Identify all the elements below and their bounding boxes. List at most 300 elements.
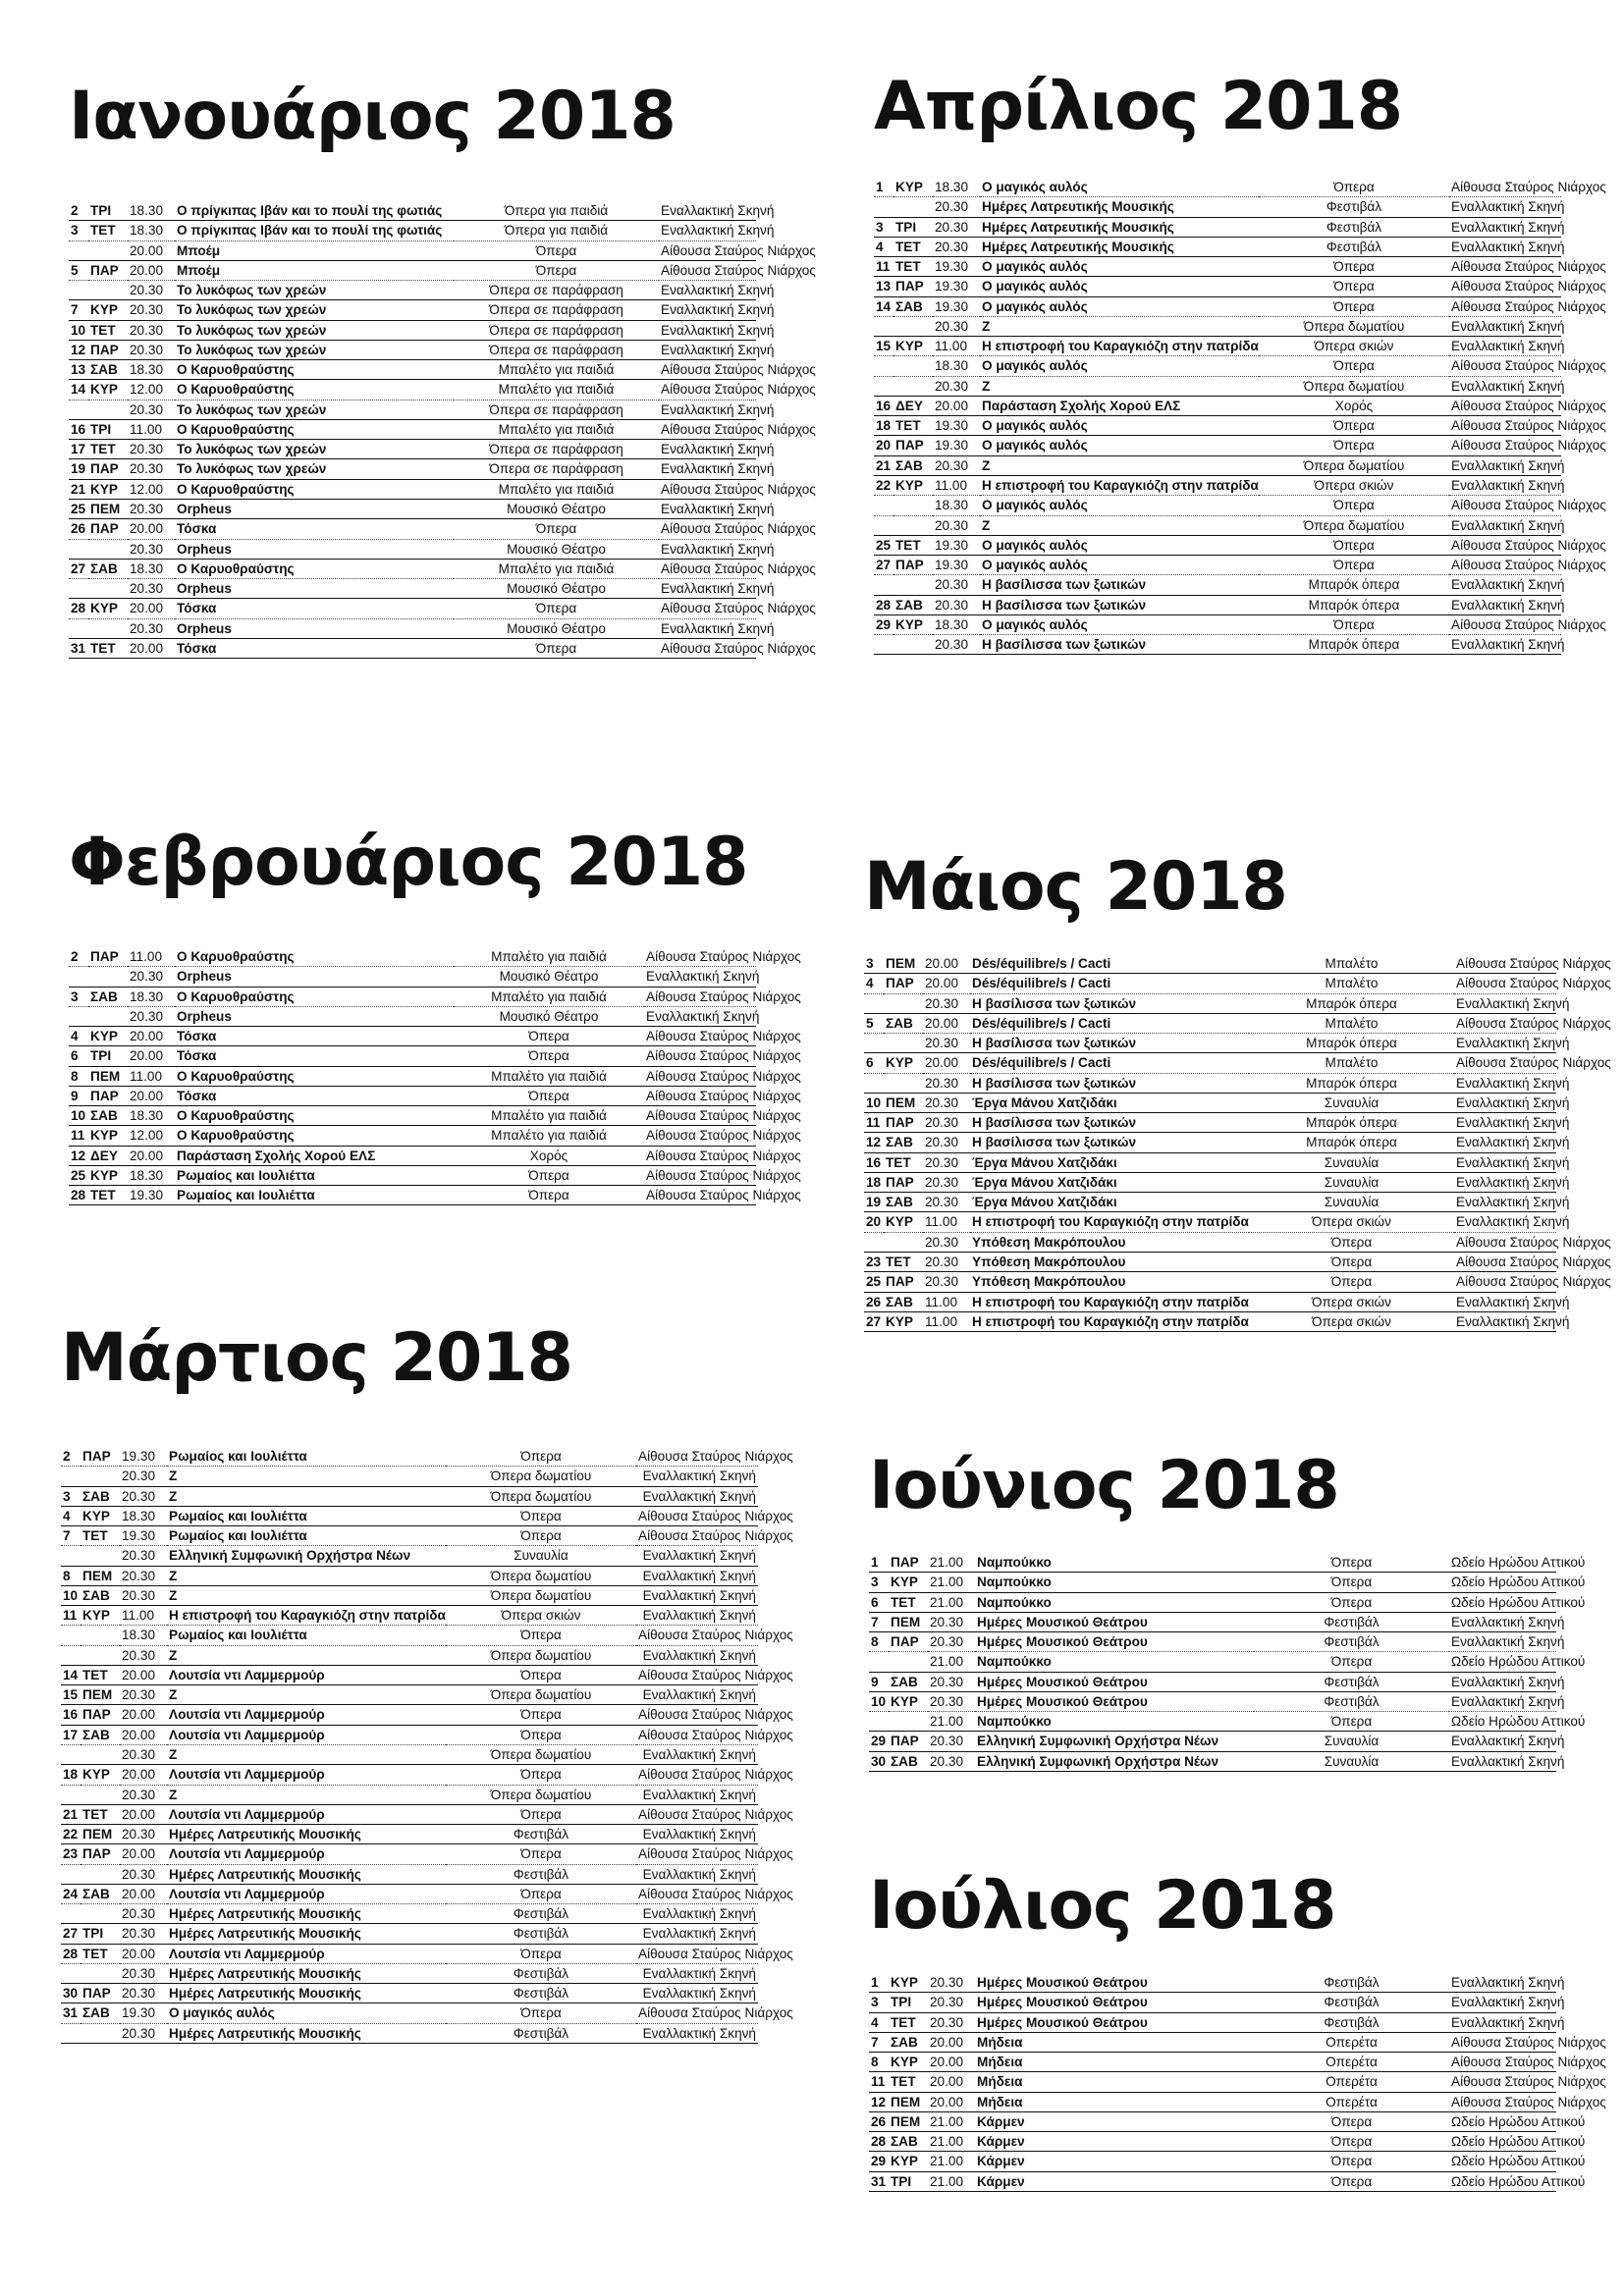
show-time: 19.30	[122, 2005, 156, 2021]
event-venue: Ωδείο Ηρώδου Αττικού	[1451, 1654, 1586, 1670]
day-number: 12	[71, 342, 86, 357]
day-number: 16	[866, 1154, 882, 1170]
show-time: 20.30	[130, 442, 164, 457]
schedule-row	[874, 416, 1561, 436]
schedule-row	[69, 1046, 756, 1066]
schedule-row	[869, 2132, 1556, 2152]
schedule-table	[69, 947, 801, 1205]
schedule-row	[864, 954, 1556, 974]
schedule-row	[874, 337, 1561, 356]
weekday: ΠΕΜ	[82, 1568, 113, 1583]
schedule-row	[864, 1292, 1556, 1311]
event-category: Φεστιβάλ	[1324, 1693, 1380, 1709]
event-title: Έργα Μάνου Χατζιδάκι	[972, 1174, 1117, 1190]
show-time: 20.30	[130, 401, 164, 417]
show-time: 20.30	[935, 637, 969, 653]
show-time: 20.30	[122, 1548, 156, 1564]
show-time: 20.30	[122, 1488, 156, 1504]
day-number	[864, 1034, 884, 1053]
schedule-row	[61, 1486, 758, 1506]
event-title: Ο Καρυοθραύστης	[177, 1108, 295, 1124]
schedule-row	[69, 1165, 756, 1185]
event-title: Orpheus	[177, 501, 232, 516]
month-block-apr	[874, 68, 1606, 653]
weekday: ΠΑΡ	[891, 1634, 919, 1650]
schedule-row	[864, 1311, 1556, 1331]
weekday	[893, 515, 933, 535]
weekday: ΠΑΡ	[886, 1115, 914, 1131]
event-title: Ο μαγικός αυλός	[169, 2005, 275, 2021]
event-title: Ο Καρυοθραύστης	[177, 421, 295, 437]
event-venue: Αίθουσα Σταύρος Νιάρχος	[638, 1449, 793, 1464]
day-number	[874, 515, 893, 535]
weekday: ΤΕΤ	[891, 2074, 916, 2090]
day-number: 3	[876, 219, 884, 235]
weekday	[893, 635, 933, 655]
day-number: 6	[866, 1055, 874, 1071]
weekday: ΣΑΒ	[82, 1587, 110, 1603]
event-venue: Αίθουσα Σταύρος Νιάρχος	[661, 601, 816, 616]
weekday: ΤΕΤ	[891, 2014, 916, 2030]
show-time: 20.30	[935, 239, 969, 254]
event-title: Τόσκα	[177, 1048, 217, 1064]
weekday: ΠΑΡ	[891, 1734, 919, 1749]
show-time: 18.30	[122, 1628, 156, 1643]
event-venue: Εναλλακτική Σκηνή	[1456, 995, 1570, 1011]
schedule-row	[69, 459, 756, 479]
show-time: 19.30	[122, 1449, 156, 1464]
day-number: 12	[871, 2094, 887, 2109]
day-number: 6	[871, 1594, 879, 1610]
show-time: 20.30	[930, 1693, 964, 1709]
event-title: Τόσκα	[177, 640, 217, 656]
weekday: ΤΡΙ	[90, 421, 112, 437]
event-category: Όπερα	[1330, 1555, 1373, 1570]
day-number: 17	[71, 442, 86, 457]
schedule-row	[869, 2111, 1556, 2131]
day-number: 20	[866, 1214, 882, 1230]
show-time: 20.30	[930, 2014, 964, 2030]
event-category: Μουσικό Θέατρο	[499, 1008, 599, 1024]
schedule-row	[61, 1744, 758, 1764]
show-time: 20.00	[930, 2094, 964, 2109]
weekday: ΠΑΡ	[82, 1707, 111, 1723]
day-number: 25	[71, 501, 86, 516]
weekday: ΤΕΤ	[90, 322, 116, 338]
schedule-row	[69, 1006, 756, 1026]
event-title: Orpheus	[177, 581, 232, 597]
show-time: 19.30	[130, 1188, 164, 1203]
weekday	[88, 1006, 128, 1026]
schedule-row	[69, 1027, 756, 1046]
schedule-row	[874, 356, 1561, 376]
day-number: 3	[71, 223, 79, 239]
weekday: ΠΑΡ	[891, 1555, 919, 1570]
weekday: ΚΥΡ	[90, 1029, 118, 1044]
schedule-row	[61, 2023, 758, 2043]
event-title: Ζ	[982, 378, 991, 394]
show-time: 20.30	[130, 322, 164, 338]
event-venue: Εναλλακτική Σκηνή	[1451, 477, 1565, 493]
event-category: Φεστιβάλ	[1324, 1995, 1380, 2010]
event-category: Όπερα	[520, 1846, 562, 1862]
event-category: Όπερα δωματίου	[490, 1787, 592, 1802]
day-number: 12	[866, 1135, 882, 1150]
show-time: 11.00	[925, 1313, 958, 1329]
schedule-row	[61, 1665, 758, 1684]
event-title: Ο μαγικός αυλός	[982, 358, 1088, 374]
weekday: ΚΥΡ	[895, 339, 923, 354]
schedule-row	[61, 1904, 758, 1924]
event-title: Κάρμεν	[977, 2173, 1025, 2189]
day-number	[69, 579, 88, 599]
weekday: ΣΑΒ	[895, 298, 923, 314]
event-venue: Εναλλακτική Σκηνή	[646, 1008, 760, 1024]
event-venue: Ωδείο Ηρώδου Αττικού	[1451, 1594, 1586, 1610]
event-title: Κάρμεν	[977, 2154, 1025, 2169]
event-title: Ο μαγικός αυλός	[982, 498, 1088, 513]
schedule-row	[864, 1013, 1556, 1033]
weekday: ΚΥΡ	[895, 180, 923, 194]
weekday	[893, 575, 933, 595]
event-category: Όπερα	[1330, 1594, 1373, 1610]
event-venue: Αίθουσα Σταύρος Νιάρχος	[1456, 1055, 1611, 1071]
event-title: Ζ	[169, 1647, 178, 1663]
event-category: Μουσικό Θέατρο	[507, 541, 606, 557]
show-time: 20.30	[130, 283, 164, 298]
weekday: ΣΑΒ	[90, 1108, 118, 1124]
event-title: Ημέρες Μουσικού Θεάτρου	[977, 1634, 1148, 1650]
day-number: 2	[63, 1449, 71, 1464]
weekday: ΣΑΒ	[886, 1294, 913, 1309]
event-category: Όπερα δωματίου	[1303, 318, 1405, 334]
schedule-row	[864, 1212, 1556, 1232]
show-time: 20.00	[925, 956, 959, 971]
event-title: Ο μαγικός αυλός	[982, 259, 1088, 275]
event-category: Όπερα για παιδιά	[504, 223, 609, 239]
event-venue: Εναλλακτική Σκηνή	[661, 283, 775, 298]
show-time: 20.30	[925, 995, 959, 1011]
event-venue: Αίθουσα Σταύρος Νιάρχος	[638, 2005, 793, 2021]
event-venue: Εναλλακτική Σκηνή	[642, 1827, 756, 1842]
show-time: 20.30	[122, 1587, 156, 1603]
show-time: 20.00	[122, 1846, 156, 1862]
show-time: 20.30	[935, 219, 969, 235]
event-category: Όπερα σκιών	[1314, 339, 1394, 354]
event-venue: Αίθουσα Σταύρος Νιάρχος	[638, 1528, 793, 1544]
event-category: Μπαλέτο για παιδιά	[498, 421, 615, 437]
day-number	[874, 635, 893, 655]
schedule-row	[61, 1526, 758, 1546]
show-time: 18.30	[935, 498, 969, 513]
weekday	[884, 993, 923, 1013]
day-number	[61, 2023, 81, 2043]
event-venue: Αίθουσα Σταύρος Νιάρχος	[1451, 259, 1606, 275]
weekday: ΤΕΤ	[82, 1528, 108, 1544]
show-time: 20.00	[930, 2034, 964, 2050]
schedule-row	[61, 1566, 758, 1585]
show-time: 19.30	[935, 298, 969, 314]
day-number: 3	[871, 1575, 879, 1590]
event-venue: Εναλλακτική Σκηνή	[642, 1687, 756, 1703]
day-number: 15	[876, 339, 892, 354]
event-title: Το λυκόφως των χρεών	[177, 401, 327, 417]
day-number	[874, 197, 893, 217]
show-time: 18.30	[130, 561, 164, 576]
day-number	[61, 1904, 81, 1924]
show-time: 19.30	[935, 418, 969, 434]
event-venue: Ωδείο Ηρώδου Αττικού	[1451, 1714, 1586, 1730]
event-venue: Αίθουσα Σταύρος Νιάρχος	[661, 262, 816, 278]
schedule-row	[874, 496, 1561, 515]
event-title: Υπόθεση Μακρόπουλου	[972, 1274, 1126, 1290]
schedule-row	[69, 440, 756, 459]
weekday: ΠΑΡ	[90, 342, 119, 357]
event-title: Ναμπούκκο	[977, 1555, 1052, 1570]
day-number: 16	[876, 398, 892, 413]
show-time: 20.30	[925, 1234, 959, 1250]
schedule-row	[869, 1592, 1556, 1612]
event-category: Φεστιβάλ	[1324, 1674, 1380, 1689]
day-number: 11	[866, 1115, 881, 1131]
show-time: 18.30	[122, 1508, 156, 1523]
show-time: 12.00	[130, 1128, 164, 1144]
weekday: ΚΥΡ	[891, 2055, 918, 2070]
event-title: Μποέμ	[177, 242, 221, 258]
day-number: 20	[876, 438, 892, 454]
schedule-table	[61, 1447, 793, 2044]
weekday: ΚΥΡ	[90, 382, 118, 398]
day-number	[61, 1626, 81, 1645]
show-time: 21.00	[930, 1575, 964, 1590]
show-time: 18.30	[130, 203, 164, 218]
event-category: Μπαρόκ όπερα	[1308, 637, 1400, 653]
schedule-row	[69, 260, 756, 280]
weekday	[893, 197, 933, 217]
day-number: 16	[71, 421, 86, 437]
show-time: 20.30	[130, 461, 164, 477]
show-time: 12.00	[130, 481, 164, 497]
event-category: Μπαλέτο	[1325, 1055, 1379, 1071]
event-venue: Εναλλακτική Σκηνή	[1456, 1115, 1570, 1131]
weekday: ΣΑΒ	[895, 597, 923, 613]
event-venue: Ωδείο Ηρώδου Αττικού	[1451, 1555, 1586, 1570]
schedule-row	[61, 1785, 758, 1804]
event-title: Η επιστροφή του Καραγκιόζη στην πατρίδα	[972, 1294, 1249, 1309]
schedule-row	[61, 1506, 758, 1525]
day-number: 31	[63, 2005, 79, 2021]
schedule-row	[874, 178, 1561, 197]
event-category: Όπερα δωματίου	[490, 1587, 592, 1603]
event-title: Ημέρες Λατρευτικής Μουσικής	[169, 1866, 361, 1882]
event-venue: Εναλλακτική Σκηνή	[646, 969, 760, 985]
event-category: Οπερέτα	[1326, 2074, 1378, 2090]
schedule-row	[869, 1732, 1556, 1751]
weekday: ΠΑΡ	[90, 262, 119, 278]
show-time: 21.00	[930, 1654, 964, 1670]
event-venue: Εναλλακτική Σκηνή	[642, 1906, 756, 1922]
event-venue: Αίθουσα Σταύρος Νιάρχος	[638, 1767, 793, 1783]
event-title: Το λυκόφως των χρεών	[177, 442, 327, 457]
show-time: 21.00	[930, 2173, 964, 2189]
event-title: Μήδεια	[977, 2094, 1023, 2109]
day-number: 28	[871, 2134, 887, 2150]
event-category: Όπερα	[520, 1806, 562, 1822]
day-number: 2	[71, 949, 79, 964]
weekday: ΚΥΡ	[90, 601, 118, 616]
show-time: 11.00	[130, 421, 163, 437]
event-title: Λουτσία ντι Λαμμερμούρ	[169, 1846, 325, 1862]
event-venue: Ωδείο Ηρώδου Αττικού	[1451, 2113, 1586, 2129]
show-time: 20.30	[122, 1866, 156, 1882]
event-venue: Εναλλακτική Σκηνή	[1451, 1753, 1565, 1769]
weekday: ΣΑΒ	[82, 1488, 110, 1504]
event-venue: Εναλλακτική Σκηνή	[1451, 1995, 1565, 2010]
weekday: ΚΥΡ	[90, 481, 118, 497]
weekday: ΚΥΡ	[895, 477, 923, 493]
event-venue: Αίθουσα Σταύρος Νιάρχος	[661, 362, 816, 378]
day-number: 23	[866, 1254, 882, 1269]
weekday: ΚΥΡ	[886, 1055, 913, 1071]
event-venue: Εναλλακτική Σκηνή	[1456, 1174, 1570, 1190]
event-venue: Ωδείο Ηρώδου Αττικού	[1451, 2134, 1586, 2150]
show-time: 20.30	[130, 342, 164, 357]
event-title: Ημέρες Μουσικού Θεάτρου	[977, 1614, 1148, 1629]
weekday: ΚΥΡ	[886, 1214, 913, 1230]
event-category: Όπερα σκιών	[1312, 1294, 1391, 1309]
show-time: 20.00	[130, 1148, 164, 1163]
show-time: 11.00	[935, 477, 968, 493]
weekday: ΚΥΡ	[90, 302, 118, 318]
event-venue: Εναλλακτική Σκηνή	[642, 1866, 756, 1882]
event-category: Μπαλέτο για παιδιά	[498, 481, 615, 497]
event-title: Ο Καρυοθραύστης	[177, 1128, 295, 1144]
day-number: 25	[876, 537, 892, 553]
show-time: 20.00	[130, 640, 164, 656]
event-venue: Εναλλακτική Σκηνή	[642, 1746, 756, 1762]
day-number	[69, 618, 88, 638]
day-number: 27	[71, 561, 86, 576]
event-venue: Εναλλακτική Σκηνή	[1456, 1294, 1570, 1309]
schedule-row	[69, 479, 756, 499]
event-venue: Εναλλακτική Σκηνή	[1451, 378, 1565, 394]
day-number: 7	[871, 2034, 879, 2050]
weekday	[81, 1626, 120, 1645]
event-title: Η βασίλισσα των ξωτικών	[982, 577, 1147, 593]
schedule-row	[874, 556, 1561, 575]
weekday: ΠΑΡ	[895, 558, 924, 573]
event-category: Συναυλία	[1324, 1734, 1380, 1749]
weekday: ΣΑΒ	[886, 1195, 913, 1210]
show-time: 11.00	[935, 339, 968, 354]
event-title: Ο μαγικός αυλός	[982, 418, 1088, 434]
show-time: 19.30	[122, 1528, 156, 1544]
event-title: Dés/équilibre/s / Cacti	[972, 956, 1111, 971]
event-venue: Αίθουσα Σταύρος Νιάρχος	[646, 1188, 801, 1203]
day-number: 4	[876, 239, 884, 254]
schedule-row	[69, 519, 756, 539]
event-title: Ναμπούκκο	[977, 1594, 1052, 1610]
event-venue: Εναλλακτική Σκηνή	[661, 342, 775, 357]
event-title: Ο Καρυοθραύστης	[177, 481, 295, 497]
event-category: Όπερα δωματίου	[1303, 517, 1405, 533]
event-venue: Αίθουσα Σταύρος Νιάρχος	[661, 640, 816, 656]
day-number: 2	[71, 203, 79, 218]
event-title: Τόσκα	[177, 1029, 217, 1044]
event-category: Όπερα	[1330, 1714, 1373, 1730]
event-category: Όπερα	[1333, 180, 1375, 194]
event-venue: Εναλλακτική Σκηνή	[642, 1647, 756, 1663]
event-venue: Αίθουσα Σταύρος Νιάρχος	[1456, 1234, 1611, 1250]
event-category: Συναυλία	[1324, 1174, 1380, 1190]
event-title: Ο πρίγκιπας Ιβάν και το πουλί της φωτιάς	[177, 223, 443, 239]
show-time: 20.30	[130, 501, 164, 516]
month-block-feb	[69, 824, 801, 1203]
show-time: 20.30	[130, 620, 164, 636]
event-venue: Εναλλακτική Σκηνή	[1456, 1135, 1570, 1150]
event-category: Φεστιβάλ	[513, 1827, 569, 1842]
schedule-row	[61, 1825, 758, 1844]
day-number	[61, 1744, 81, 1764]
show-time: 12.00	[130, 382, 164, 398]
show-time: 20.30	[935, 378, 969, 394]
weekday	[893, 496, 933, 515]
schedule-row	[869, 1632, 1556, 1652]
event-category: Όπερα σκιών	[1314, 477, 1394, 493]
weekday: ΤΕΤ	[82, 1667, 108, 1682]
weekday: ΚΥΡ	[82, 1767, 110, 1783]
event-title: Ο Καρυοθραύστης	[177, 1068, 295, 1084]
day-number: 10	[871, 1693, 887, 1709]
show-time: 11.00	[130, 949, 163, 964]
show-time: 20.30	[130, 302, 164, 318]
schedule-table	[69, 201, 816, 659]
event-category: Φεστιβάλ	[513, 2025, 569, 2041]
event-title: Orpheus	[177, 541, 232, 557]
event-category: Όπερα	[1330, 1575, 1373, 1590]
schedule-row	[869, 2012, 1556, 2032]
schedule-row	[874, 396, 1561, 415]
event-venue: Εναλλακτική Σκηνή	[1451, 1674, 1565, 1689]
schedule-table	[869, 1973, 1606, 2192]
event-category: Μπαρόκ όπερα	[1306, 1036, 1397, 1051]
weekday: ΤΕΤ	[82, 1806, 108, 1822]
day-number	[874, 376, 893, 396]
event-title: Ημέρες Μουσικού Θεάτρου	[977, 2014, 1148, 2030]
show-time: 20.00	[122, 1727, 156, 1742]
event-venue: Εναλλακτική Σκηνή	[1451, 637, 1565, 653]
show-time: 20.30	[122, 1906, 156, 1922]
event-title: Η επιστροφή του Καραγκιόζη στην πατρίδα	[982, 477, 1259, 493]
event-venue: Αίθουσα Σταύρος Νιάρχος	[646, 1048, 801, 1064]
event-category: Όπερα	[528, 1088, 569, 1103]
show-time: 20.30	[935, 457, 969, 473]
event-venue: Εναλλακτική Σκηνή	[661, 223, 775, 239]
day-number	[864, 1073, 884, 1093]
event-category: Όπερα	[1333, 259, 1375, 275]
event-venue: Αίθουσα Σταύρος Νιάρχος	[638, 1707, 793, 1723]
weekday	[81, 1744, 120, 1764]
schedule-row	[864, 1034, 1556, 1053]
schedule-row	[61, 1864, 758, 1884]
event-title: Ζ	[982, 457, 991, 473]
schedule-row	[864, 1172, 1556, 1192]
event-venue: Αίθουσα Σταύρος Νιάρχος	[638, 1886, 793, 1901]
day-number: 24	[63, 1886, 79, 1901]
schedule-row	[69, 599, 756, 618]
show-time: 20.30	[930, 1634, 964, 1650]
event-title: Ζ	[169, 1687, 178, 1703]
